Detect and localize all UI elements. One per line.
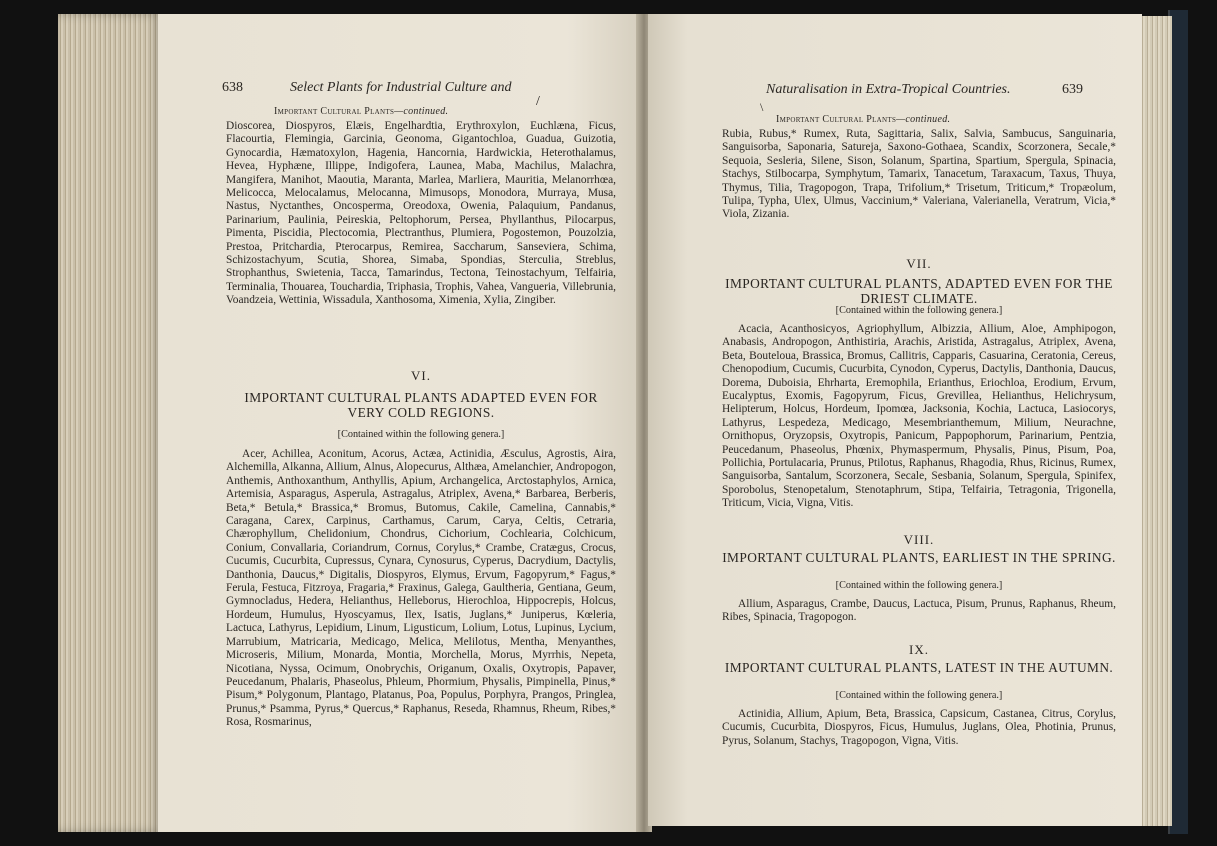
left-running-title: Select Plants for Industrial Culture and [290,80,512,95]
section-8-subtitle: [Contained within the following genera.] [835,580,1003,591]
book-page-edges-left [58,14,162,832]
book-page-edges-right [1140,16,1172,826]
section-9-number: IX. [909,642,929,657]
continued-heading-text: Important Cultural Plants [274,106,395,117]
left-page [158,14,640,832]
right-running-title: Naturalisation in Extra-Tropical Countries. [766,82,1011,97]
section-6-title: IMPORTANT CULTURAL PLANTS ADAPTED EVEN FOR VERY COLD REGIONS. [244,390,598,420]
section-7-genera: Acacia, Acanthosicyos, Agriophyllum, Albizzia, Allium, Aloe, Amphipogon, Anabasis, Andropogon, Anthistiria, Arachis, Aristida, Astragalus, Atriplex, Avena, Beta, Bouteloua, Brassica, Bromus, Callitris, Capparis, Casuarina, Ceratonia, Cereus, Chenopodium, Cucumis, Cucurbita, Cynodon, Cyperus, Dactylis, Danthonia, Daucus, Dorema, Duboisia, Ehrharta, Eremophila, Erianthus, Eriochloa, Erodium, Ervum, Eucalyptus, Exomis, Fagopyrum, Ficus, Grevillea, Helianthus, Helichrysum, Helipterum, Holcus, Hordeum, Ipomœa, Jacksonia, Kochia, Lactuca, Lasiocorys, Lathyrus, Lespedeza, Medicago, Mesembrianthemum, Milium, Neurachne, Ornithopus, Oryzopsis, Oxytropis, Panicum, Pappophorum, Parinarium, Pentzia, Peucedanum, Phaseolus, Phœnix, Phymaspermum, Physalis, Pinus, Pisum, Poa, Pollichia, Portulacaria, Prunus, Ptilotus, Raphanus, Rhagodia, Rhus, Ricinus, Rumex, Sanguisorba, Santalum, Scorzonera, Secale, Sesbania, Solanum, Spergula, Spinifex, Sporobolus, Stenopetalum, Stenotaphrum, Stipa, Telfairia, Tetragonia, Trigonella, Triticum, Vicia, Vigna, Vitis. [722,323,1116,510]
section-6-genera: Acer, Achillea, Aconitum, Acorus, Actæa, Actinidia, Æsculus, Agrostis, Aira, Alchemilla, Alkanna, Allium, Alnus, Alopecurus, Althæa, Amelanchier, Andropogon, Anthemis, Anthoxanthum, Anthyllis, Apium, Archangelica, Arctostaphylos, Arnica, Artemisia, Asparagus, Asperula, Astragalus, Atriplex, Avena,* Barbarea, Berberis, Beta,* Betula,* Brassica,* Bromus, Butomus, Cakile, Camelina, Cannabis,* Caragana, Carex, Carpinus, Carthamus, Carum, Carya, Celtis, Cetraria, Chærophyllum, Chelidonium, Chondrus, Cichorium, Cochlearia, Colchicum, Conium, Convallaria, Coriandrum, Cornus, Corylus,* Crambe, Cratægus, Crocus, Cucumis, Cucurbita, Cupressus, Cynara, Cynosurus, Cyperus, Dacrydium, Dactylis, Danthonia, Daucus,* Digitalis, Diospyros, Elymus, Ervum, Fagopyrum,* Fagus,* Ferula, Festuca, Fitzroya, Fragaria,* Fraxinus, Galega, Gaultheria, Gentiana, Geum, Gymnocladus, Hedera, Helianthus, Helleborus, Hierochloa, Hippocrepis, Holcus, Hordeum, Humulus, Hyoscyamus, Ilex, Isatis, Juglans,* Juniperus, Kœleria, Lactuca, Lathyrus, Lepidium, Linum, Ligusticum, Lolium, Lotus, Lupinus, Lycium, Marrubium, Matricaria, Medicago, Melica, Melilotus, Mentha, Menyanthes, Microseris, Milium, Monarda, Montia, Morchella, Morus, Myrrhis, Nepeta, Nicotiana, Nyssa, Ocimum, Onobrychis, Origanum, Oxalis, Oxytropis, Papaver, Peucedanum, Phalaris, Phaseolus, Phleum, Phormium, Physalis, Pimpinella, Pinus,* Pisum,* Polygonum, Plantago, Platanus, Poa, Populus, Porphyra, Prangos, Pringlea, Prunus,* Psamma, Pyrus,* Quercus,* Raphanus, Reseda, Rhamnus, Rheum, Ribes,* Rosa, Rosmarinus, [226,448,616,729]
left-continued-heading [274,106,448,117]
right-page [648,14,1142,826]
continued-suffix-right: —continued. [896,114,951,125]
right-continued-genera: Rubia, Rubus,* Rumex, Ruta, Sagittaria, Salix, Salvia, Sambucus, Sanguinaria, Sanguisorba, Saponaria, Satureja, Saxono-Gothaea, Scandix, Scorzonera, Secale,* Sequoia, Sesleria, Silene, Sison, Solanum, Spartina, Spartium, Spergula, Spinacia, Stachys, Stilbocarpa, Symphytum, Tamarix, Tanacetum, Taraxacum, Taxus, Thuya, Thymus, Tilia, Tragopogon, Trapa, Trifolium,* Trisetum, Triticum,* Tropæolum, Tulipa, Typha, Ulex, Ulmus, Vaccinium,* Valeriana, Valerianella, Veratrum, Vicia,* Viola, Zizania. [722,128,1116,221]
section-9-genera: Actinidia, Allium, Apium, Beta, Brassica, Capsicum, Castanea, Citrus, Corylus, Cucumis, Cucurbita, Diospyros, Ficus, Humulus, Juglans, Olea, Photinia, Prunus, Pyrus, Solanum, Stachys, Tragopogon, Vigna, Vitis. [722,708,1116,747]
section-8-genera: Allium, Asparagus, Crambe, Daucus, Lactuca, Pisum, Prunus, Raphanus, Rheum, Ribes, Spinacia, Tragopogon. [722,598,1116,624]
section-6-subtitle: [Contained within the following genera.] [337,429,505,440]
section-9-title: IMPORTANT CULTURAL PLANTS, LATEST IN THE AUTUMN. [724,660,1114,675]
section-8-title: IMPORTANT CULTURAL PLANTS, EARLIEST IN THE SPRING. [722,550,1116,565]
right-continued-heading [776,114,950,125]
right-page-number: 639 [1062,82,1083,97]
pen-mark: / [536,94,540,109]
section-7-title: IMPORTANT CULTURAL PLANTS, ADAPTED EVEN FOR THE DRIEST CLIMATE. [725,276,1113,306]
continued-heading-text-right: Important Cultural Plants [776,114,897,125]
section-7-number: VII. [906,256,932,271]
section-7-subtitle: [Contained within the following genera.] [835,305,1003,316]
left-page-number: 638 [222,80,243,95]
section-8-number: VIII. [903,532,935,547]
pen-mark-right: \ [760,100,764,114]
continued-suffix: —continued. [394,106,449,117]
section-6-number: VI. [411,368,431,383]
section-9-subtitle: [Contained within the following genera.] [835,690,1003,701]
left-continued-genera: Dioscorea, Diospyros, Elæis, Engelhardtia, Erythroxylon, Euchlæna, Ficus, Flacourtia, Flemingia, Garcinia, Geonoma, Gigantochloa, Guadua, Guizotia, Gynocardia, Hæmatoxylon, Hagenia, Hancornia, Hardwickia, Heterothalamus, Hevea, Hyphæne, Illippe, Indigofera, Launea, Maba, Machilus, Malachra, Mangifera, Manihot, Maoutia, Maranta, Marlea, Marliera, Mauritia, Melanorrhœa, Melicocca, Melocalamus, Melocanna, Mimusops, Monodora, Murraya, Musa, Nastus, Nyctanthes, Oncosperma, Oreodoxa, Owenia, Palaquium, Pandanus, Parinarium, Paulinia, Peireskia, Peltophorum, Persea, Phyllanthus, Pilocarpus, Pimenta, Piscidia, Plectocomia, Plectranthus, Plumiera, Pogostemon, Pouzolzia, Prestoa, Pritchardia, Pterocarpus, Remirea, Saccharum, Sanseviera, Schima, Schizostachyum, Scutia, Shorea, Simaba, Spondias, Sterculia, Streblus, Strophanthus, Swietenia, Tacca, Tamarindus, Tectona, Teinostachyum, Telfairia, Terminalia, Thouarea, Touchardia, Triphasia, Trophis, Vahea, Vangueria, Villebrunia, Voandzeia, Wettinia, Wissadula, Xanthosoma, Ximenia, Xylia, Zingiber. [226,120,616,307]
